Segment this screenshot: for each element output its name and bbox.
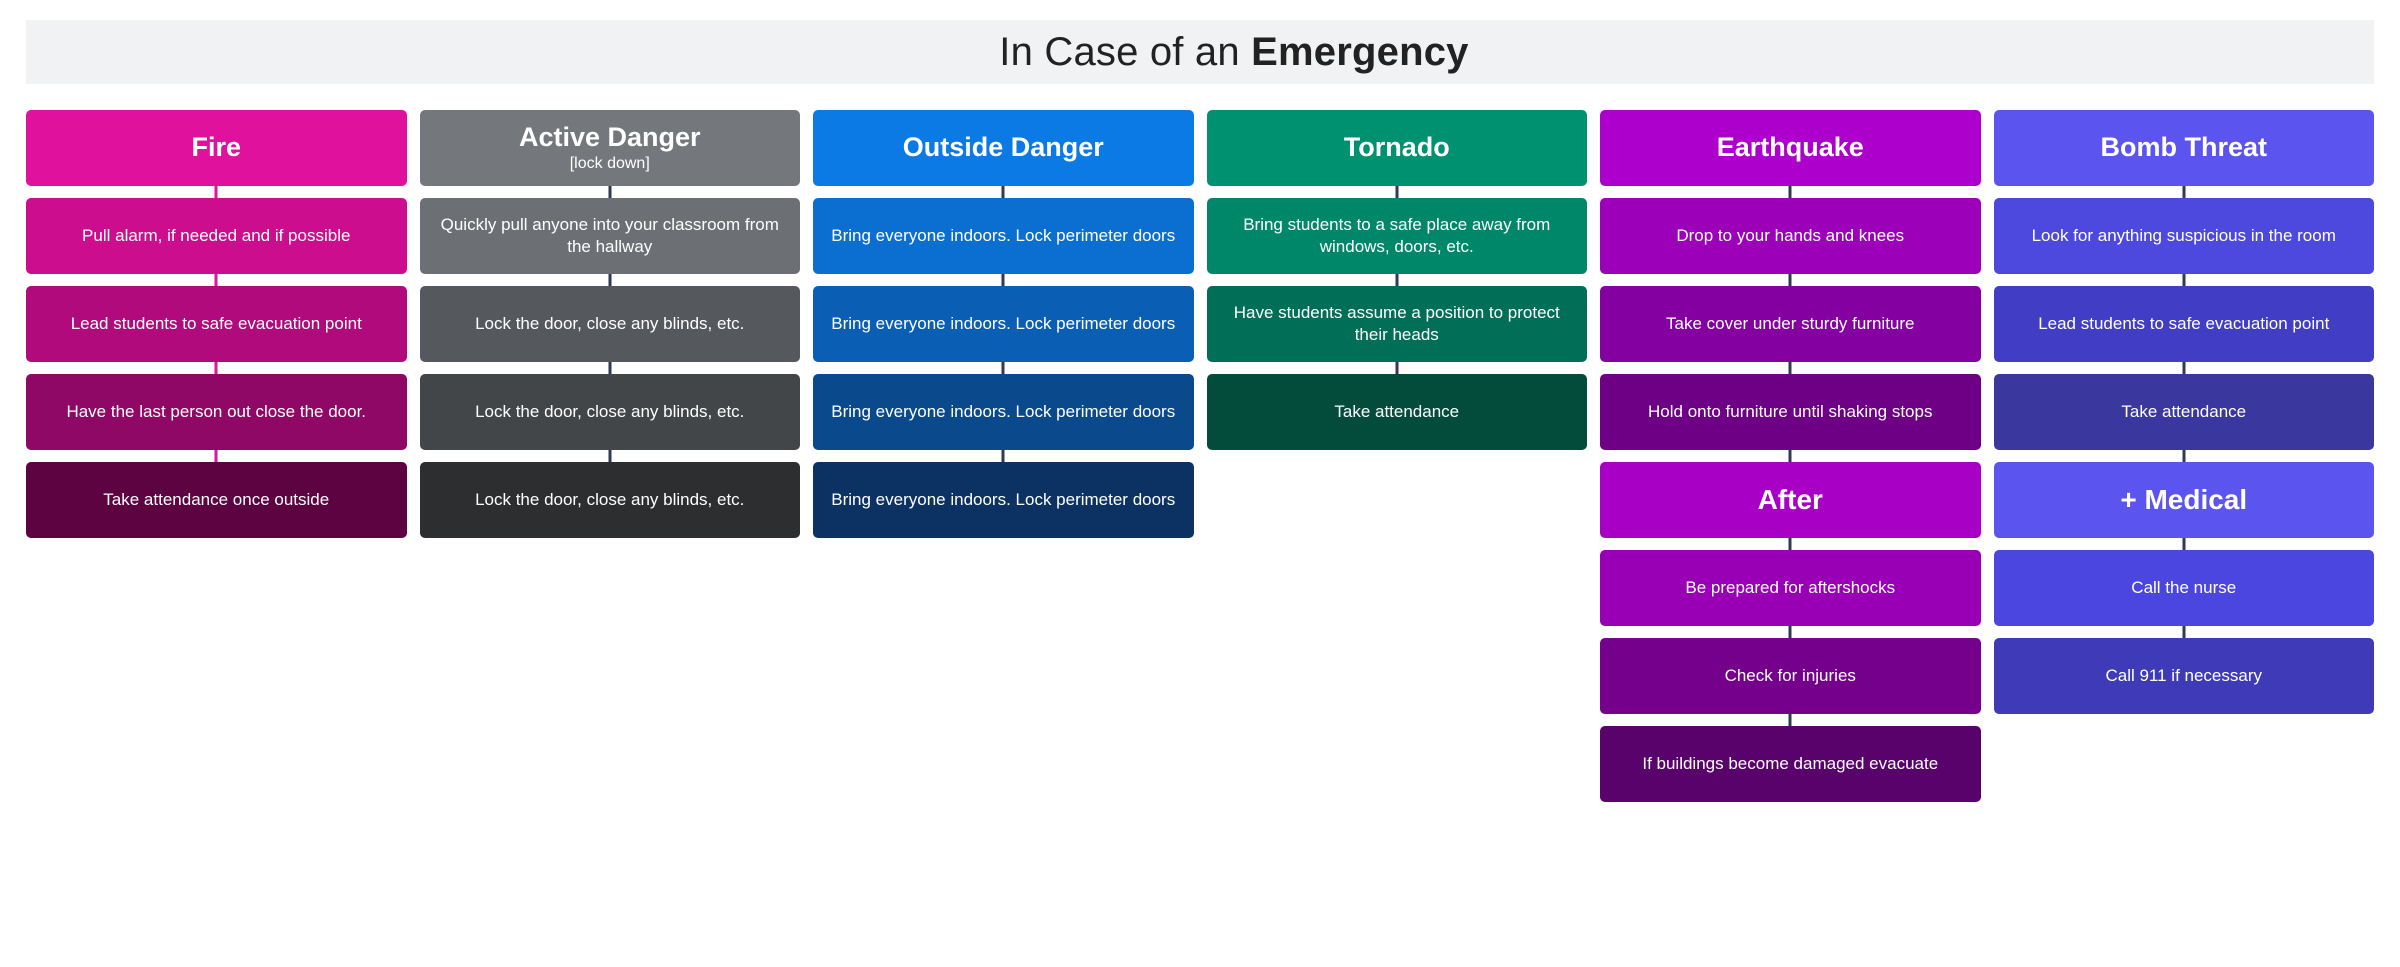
step-card-active-danger-4[interactable]: [420, 462, 801, 538]
step-card-label: Lock the door, close any blinds, etc.: [475, 489, 745, 509]
step-card-bomb-threat-5[interactable]: [1994, 550, 2375, 626]
step-card-earthquake-2[interactable]: [1600, 286, 1981, 362]
column-tornado: [1207, 110, 1588, 814]
column-header-label: Fire: [191, 132, 242, 163]
column-header-outside-danger[interactable]: [813, 110, 1194, 186]
step-card-earthquake-7[interactable]: [1600, 726, 1981, 802]
step-card-label: Take attendance once outside: [103, 489, 330, 509]
step-card-label: Hold onto furniture until shaking stops: [1648, 401, 1933, 421]
page-title-emphasis: Emergency: [1251, 29, 1469, 74]
step-card-label: Drop to your hands and knees: [1676, 225, 1905, 245]
column-header-sublabel: [lock down]: [569, 155, 650, 173]
step-card-tornado-3[interactable]: [1207, 374, 1588, 450]
step-card-label: Bring students to a safe place away from windows, doors, etc.: [1243, 214, 1551, 256]
column-header-label: Outside Danger: [902, 132, 1104, 163]
step-card-bomb-threat-1[interactable]: [1994, 198, 2375, 274]
step-card-label: Check for injuries: [1724, 665, 1856, 685]
step-card-label: If buildings become damaged evacuate: [1642, 753, 1939, 773]
step-card-outside-danger-2[interactable]: [813, 286, 1194, 362]
column-earthquake: [1600, 110, 1981, 814]
step-card-label: Bring everyone indoors. Lock perimeter doors: [831, 225, 1176, 245]
column-active-danger: [420, 110, 801, 814]
step-card-tornado-2[interactable]: [1207, 286, 1588, 362]
column-header-fire[interactable]: [26, 110, 407, 186]
step-card-label: Look for anything suspicious in the room: [2031, 225, 2336, 245]
section-header-earthquake-4[interactable]: [1600, 462, 1981, 538]
step-card-bomb-threat-3[interactable]: [1994, 374, 2375, 450]
step-card-label: Take attendance: [2121, 401, 2247, 421]
page-title-prefix: In Case of an: [999, 29, 1252, 74]
step-card-label: Bring everyone indoors. Lock perimeter doors: [831, 401, 1176, 421]
step-card-earthquake-5[interactable]: [1600, 550, 1981, 626]
column-header-label: Active Danger: [518, 122, 701, 153]
step-card-label: Take attendance: [1334, 401, 1460, 421]
step-card-earthquake-3[interactable]: [1600, 374, 1981, 450]
column-header-tornado[interactable]: [1207, 110, 1588, 186]
step-card-active-danger-3[interactable]: [420, 374, 801, 450]
step-card-label: Bring everyone indoors. Lock perimeter doors: [831, 489, 1176, 509]
step-card-label: Lead students to safe evacuation point: [70, 313, 362, 333]
column-header-bomb-threat[interactable]: [1994, 110, 2375, 186]
step-card-label: Be prepared for aftershocks: [1685, 577, 1896, 597]
step-card-label: Call 911 if necessary: [2105, 665, 2263, 685]
step-card-label: Call the nurse: [2131, 577, 2237, 597]
step-card-tornado-1[interactable]: [1207, 198, 1588, 274]
step-card-bomb-threat-6[interactable]: [1994, 638, 2375, 714]
step-card-label: Take cover under sturdy furniture: [1665, 313, 1915, 333]
column-outside-danger: [813, 110, 1194, 814]
section-header-label: After: [1757, 484, 1823, 515]
column-header-label: Bomb Threat: [2100, 132, 2267, 163]
step-card-active-danger-2[interactable]: [420, 286, 801, 362]
step-card-label: Lock the door, close any blinds, etc.: [475, 401, 745, 421]
step-card-label: Lock the door, close any blinds, etc.: [475, 313, 745, 333]
step-card-fire-4[interactable]: [26, 462, 407, 538]
step-card-outside-danger-1[interactable]: [813, 198, 1194, 274]
step-card-label: Bring everyone indoors. Lock perimeter doors: [831, 313, 1176, 333]
columns-container: [26, 110, 2374, 814]
column-fire: [26, 110, 407, 814]
section-header-bomb-threat-4[interactable]: [1994, 462, 2375, 538]
column-header-label: Tornado: [1343, 132, 1450, 163]
column-header-label: Earthquake: [1716, 132, 1864, 163]
spacer: [1994, 726, 2375, 802]
step-card-outside-danger-3[interactable]: [813, 374, 1194, 450]
step-card-fire-1[interactable]: [26, 198, 407, 274]
step-card-earthquake-1[interactable]: [1600, 198, 1981, 274]
page-title: [931, 0, 1468, 120]
column-bomb-threat: [1994, 110, 2375, 814]
column-header-active-danger[interactable]: [420, 110, 801, 186]
page-title-bar: [26, 20, 2374, 84]
step-card-active-danger-1[interactable]: [420, 198, 801, 274]
step-card-fire-3[interactable]: [26, 374, 407, 450]
step-card-earthquake-6[interactable]: [1600, 638, 1981, 714]
step-card-label: Quickly pull anyone into your classroom from the hallway: [440, 214, 779, 256]
step-card-label: Pull alarm, if needed and if possible: [82, 225, 351, 245]
step-card-label: Have students assume a position to protect their heads: [1233, 302, 1560, 344]
step-card-bomb-threat-2[interactable]: [1994, 286, 2375, 362]
step-card-label: Lead students to safe evacuation point: [2038, 313, 2330, 333]
step-card-label: Have the last person out close the door.: [66, 401, 367, 421]
step-card-fire-2[interactable]: [26, 286, 407, 362]
section-header-label: + Medical: [2120, 484, 2248, 515]
step-card-outside-danger-4[interactable]: [813, 462, 1194, 538]
column-header-earthquake[interactable]: [1600, 110, 1981, 186]
